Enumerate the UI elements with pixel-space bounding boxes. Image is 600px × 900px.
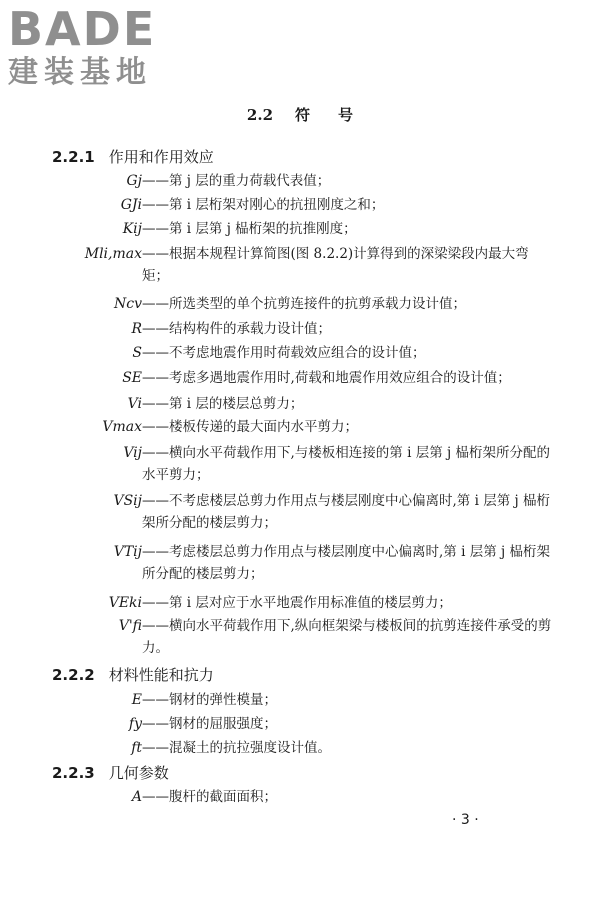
symbol-entry [52,170,512,192]
symbol-description: ——钢材的屈服强度； [142,716,277,732]
symbol-entry [52,541,550,585]
logo-text-en: BADE [8,2,157,56]
symbol: V'fi [118,618,142,634]
symbol-entry [52,713,512,735]
symbol: ft [131,740,142,756]
symbol-entry [52,689,512,711]
symbol-entry [52,393,512,415]
symbol-entry [52,786,512,808]
section-number: 2.2 [246,106,274,124]
page-number: · 3 · [452,812,479,828]
section-word-2: 号 [338,106,354,124]
symbol: E [131,692,142,708]
symbol-description: ——不考虑楼层总剪力作用点与楼层刚度中心偏离时,第 i 层第 j 榀桁架所分配的楼层剪力； [142,493,550,531]
symbol-description: ——混凝土的抗拉强度设计值。 [142,740,331,756]
symbol-description: ——腹杆的截面面积； [142,789,277,805]
symbol: Ncv [114,296,142,312]
symbol-description: ——结构构件的承载力设计值； [142,321,331,337]
symbol: R [131,321,142,337]
symbol-description: ——第 i 层的楼层总剪力； [142,396,304,412]
symbol: Gj [126,173,142,189]
symbol-description: ——第 i 层桁架对刚心的抗扭刚度之和； [142,197,385,213]
symbol-description: ——第 i 层对应于水平地震作用标准值的楼层剪力； [142,595,452,611]
subsection-2-2-1 [52,146,214,168]
symbol: GJi [120,197,142,213]
symbol: Kij [122,221,142,237]
symbol: fy [128,716,142,732]
symbol-description: ——楼板传递的最大面内水平剪力； [142,419,358,435]
symbol-description: ——钢材的弹性模量； [142,692,277,708]
section-word-1: 符 [295,106,311,124]
symbol-entry [52,442,550,486]
symbol: S [132,345,142,361]
symbol-entry [52,293,512,315]
symbol: Vi [127,396,142,412]
symbol-entry [52,243,529,287]
symbol-description: ——根据本规程计算简图(图 8.2.2)计算得到的深梁梁段内最大弯矩； [142,246,529,284]
subsection-number: 2.2.1 [52,148,95,166]
symbol-entry [52,490,550,534]
subsection-2-2-2 [52,664,214,686]
symbol-description: ——第 i 层第 j 榀桁架的抗推刚度； [142,221,357,237]
symbol-entry [52,218,512,240]
logo-text-cn: 建装基地 [8,55,152,90]
symbol: Vij [123,445,142,461]
logo [8,2,157,90]
symbol: VTij [113,544,142,560]
symbol: A [131,789,142,805]
subsection-title: 几何参数 [108,764,169,782]
subsection-title: 作用和作用效应 [108,148,214,166]
symbol-description: ——横向水平荷载作用下,纵向框架梁与楼板间的抗剪连接件承受的剪力。 [142,618,552,656]
symbol: VEki [108,595,142,611]
symbol-description: ——第 j 层的重力荷载代表值； [142,173,331,189]
symbol: SE [122,370,142,386]
section-title [0,104,600,125]
symbol-entry [52,592,512,614]
symbol: VSij [113,493,142,509]
symbol-entry [52,416,512,438]
symbol-description: ——考虑多遇地震作用时,荷载和地震作用效应组合的设计值； [142,370,511,386]
subsection-number: 2.2.2 [52,666,95,684]
symbol-entry [52,194,512,216]
symbol-entry [52,737,512,759]
symbol: Mli,max [84,246,142,262]
subsection-title: 材料性能和抗力 [108,666,214,684]
symbol-description: ——所选类型的单个抗剪连接件的抗剪承载力设计值； [142,296,466,312]
symbol-entry [52,318,512,340]
symbol: Vmax [102,419,142,435]
symbol-entry [52,367,512,389]
subsection-2-2-3 [52,762,169,784]
symbol-description: ——考虑楼层总剪力作用点与楼层刚度中心偏离时,第 i 层第 j 榀桁架所分配的楼层剪力； [142,544,550,582]
subsection-number: 2.2.3 [52,764,95,782]
symbol-entry [52,342,512,364]
symbol-entry [52,615,552,659]
symbol-description: ——横向水平荷载作用下,与楼板相连接的第 i 层第 j 榀桁架所分配的水平剪力； [142,445,550,483]
symbol-description: ——不考虑地震作用时荷载效应组合的设计值； [142,345,426,361]
